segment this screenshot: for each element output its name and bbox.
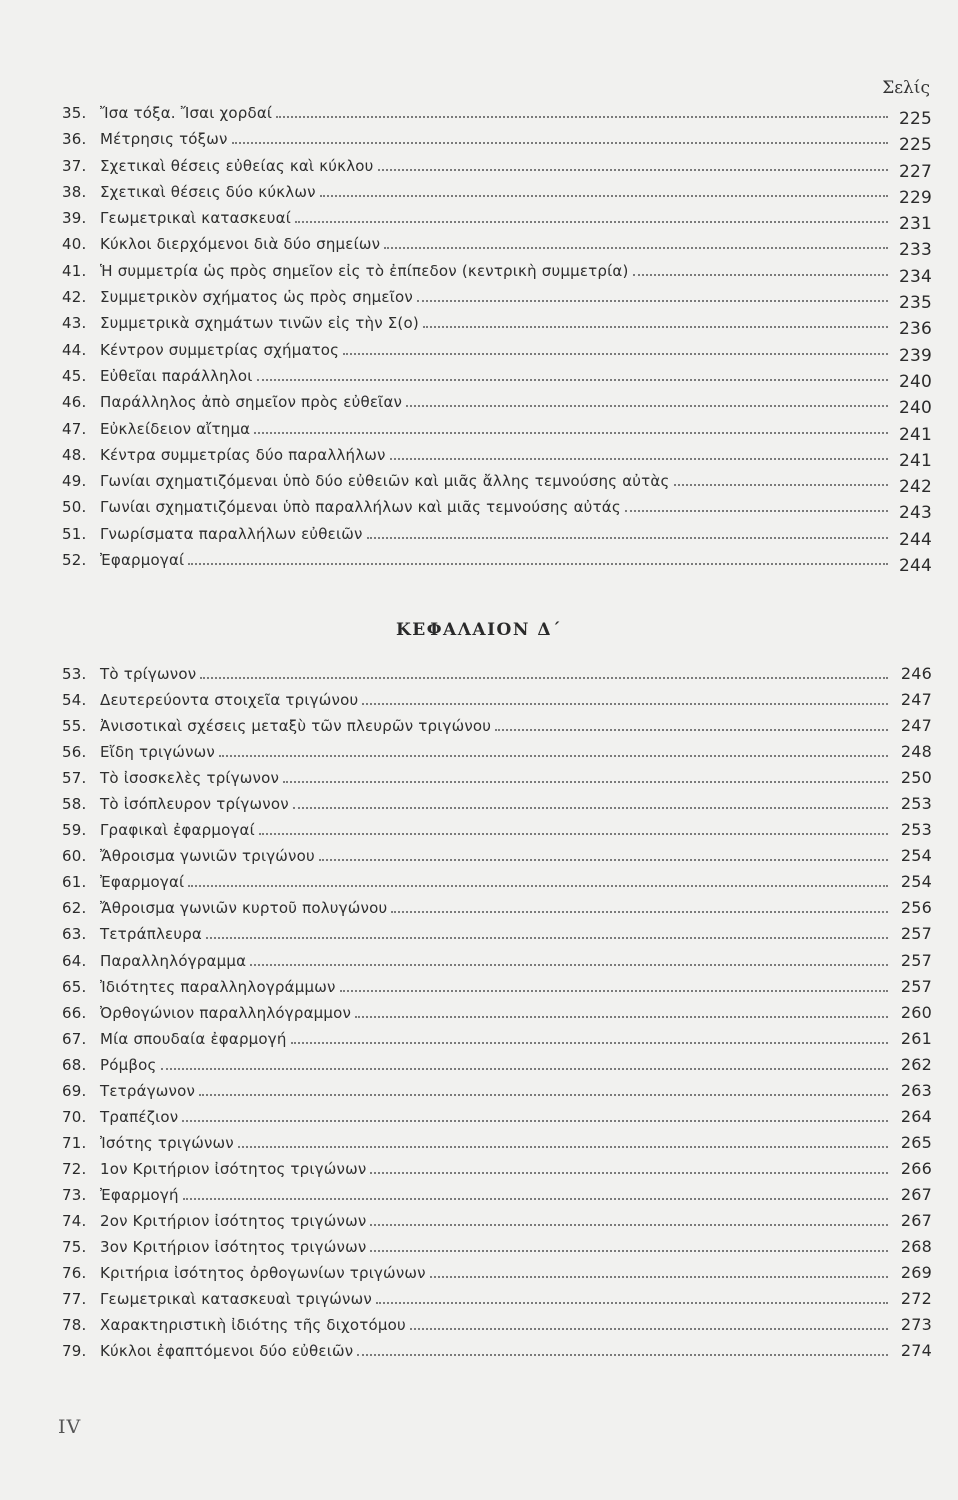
dot-leader [384, 247, 888, 249]
toc-entry [62, 1315, 932, 1341]
toc-entry-title: Ρόμβος [100, 1055, 157, 1074]
toc-entry-title: Γνωρίσματα παραλλήλων εὐθειῶν [100, 524, 363, 543]
toc-entry-page: 265 [900, 1132, 932, 1152]
toc-entry-number: 60. [62, 847, 87, 866]
toc-entry-title: Μία σπουδαία ἐφαρμογή [100, 1029, 287, 1048]
dot-leader [232, 142, 888, 144]
toc-entry-number: 37. [62, 156, 87, 175]
toc-entry-page: 253 [900, 794, 932, 814]
dot-leader [250, 964, 888, 966]
toc-entry [62, 340, 932, 366]
toc-entry-number: 45. [62, 366, 87, 385]
toc-entry-title: 3ον Κριτήριον ἰσότητος τριγώνων [100, 1238, 367, 1257]
toc-entry-number: 71. [62, 1133, 87, 1152]
toc-entry-page: 264 [900, 1106, 932, 1126]
dot-leader [417, 300, 888, 302]
toc-entry-title: Συμμετρικὰ σχημάτων τινῶν εἰς τὴν Σ(ο) [100, 314, 419, 333]
toc-entry-title: Χαρακτηριστικὴ ἰδιότης τῆς διχοτόμου [100, 1316, 406, 1335]
toc-entry [62, 690, 932, 716]
toc-entry-title: Εὐκλείδειον αἴτημα [100, 419, 251, 438]
toc-entry-title: Γωνίαι σχηματιζόμεναι ὑπὸ παραλλήλων καὶ μιᾶς τεμνούσης αὐτάς [100, 498, 621, 517]
dot-leader [633, 274, 888, 276]
toc-entry-title: Ἡ συμμετρία ὡς πρὸς σημεῖον εἰς τὸ ἐπίπεδον (κεντρικὴ συμμετρία) [100, 261, 629, 280]
toc-entry-number: 75. [62, 1238, 87, 1257]
toc-entry-title: Ἄθροισμα γωνιῶν κυρτοῦ πολυγώνου [100, 899, 388, 918]
toc-entry [62, 524, 932, 550]
toc-entry-page: 257 [900, 950, 932, 970]
toc-entry-title: Σχετικαὶ θέσεις δύο κύκλων [100, 182, 316, 201]
toc-entry [62, 261, 932, 287]
toc-entry-title: Ἀνισοτικαὶ σχέσεις μεταξὺ τῶν πλευρῶν τριγώνου [100, 717, 492, 736]
toc-entry-number: 47. [62, 419, 87, 438]
toc-entry-title: Παραλληλόγραμμα [100, 951, 247, 970]
toc-entry-number: 69. [62, 1081, 87, 1100]
dot-leader [406, 405, 888, 407]
toc-entry [62, 1055, 932, 1081]
toc-entry-title: Γεωμετρικαὶ κατασκευαί [100, 209, 292, 228]
toc-entry-number: 77. [62, 1290, 87, 1309]
dot-leader [370, 1250, 888, 1252]
toc-entry-number: 61. [62, 873, 87, 892]
dot-leader [362, 703, 888, 705]
dot-leader [283, 781, 888, 783]
toc-entry-title: 2ον Κριτήριον ἰσότητος τριγώνων [100, 1211, 367, 1230]
dot-leader [254, 432, 888, 434]
toc-entry-page: 268 [900, 1237, 932, 1257]
toc-entry-page: 244 [898, 529, 932, 550]
toc-entry [62, 768, 932, 794]
toc-entry-page: 250 [900, 768, 932, 788]
toc-entry-page: 267 [900, 1184, 932, 1204]
toc-entry [62, 287, 932, 313]
dot-leader [355, 1016, 888, 1018]
toc-entry-title: Εἴδη τριγώνων [100, 743, 215, 762]
toc-entry-page: 257 [900, 924, 932, 944]
dot-leader [390, 458, 888, 460]
toc-entry-title: Τὸ ἰσοσκελὲς τρίγωνον [100, 769, 280, 788]
toc-entry-number: 78. [62, 1316, 87, 1335]
toc-entry-page: 225 [898, 135, 932, 156]
toc-entry-number: 62. [62, 899, 87, 918]
toc-entry [62, 1133, 932, 1159]
toc-entry-number: 76. [62, 1264, 87, 1283]
toc-entry-title: Ὀρθογώνιον παραλληλόγραμμον [100, 1003, 352, 1022]
toc-entry-number: 65. [62, 977, 87, 996]
toc-entry-number: 42. [62, 288, 87, 307]
toc-entry-page: 239 [898, 345, 932, 366]
toc-entry-number: 43. [62, 314, 87, 333]
toc-entry [62, 129, 932, 155]
toc-entry-number: 68. [62, 1055, 87, 1074]
toc-entry-title: Κριτήρια ἰσότητος ὀρθογωνίων τριγώνων [100, 1264, 426, 1283]
toc-entry-page: 253 [900, 820, 932, 840]
toc-entry-page: 242 [898, 477, 932, 498]
toc-entry [62, 392, 932, 418]
toc-entry-page: 240 [898, 371, 932, 392]
dot-leader [257, 379, 888, 381]
toc-entry-page: 254 [900, 846, 932, 866]
page-number-footer: IV [58, 1416, 82, 1438]
toc-entry-page: 227 [898, 161, 932, 182]
toc-entry-page: 262 [900, 1054, 932, 1074]
dot-leader [378, 169, 888, 171]
toc-entry-title: Τὸ τρίγωνον [100, 665, 197, 683]
dot-leader [219, 755, 888, 757]
toc-entry [62, 1237, 932, 1263]
toc-entry-page: 260 [900, 1002, 932, 1022]
toc-entry-number: 59. [62, 821, 87, 840]
toc-entry-title: Τραπέζιον [100, 1107, 179, 1126]
toc-entry [62, 924, 932, 950]
toc-entry-title: Ἄθροισμα γωνιῶν τριγώνου [100, 847, 315, 866]
toc-entry-title: Γραφικαὶ ἐφαρμογαί [100, 821, 255, 840]
toc-entry [62, 1263, 932, 1289]
toc-entry [62, 550, 932, 576]
dot-leader [259, 833, 888, 835]
dot-leader [370, 1224, 888, 1226]
toc-entry-number: 54. [62, 691, 87, 710]
dot-leader [188, 563, 888, 565]
toc-entry-number: 56. [62, 743, 87, 762]
dot-leader [291, 1042, 888, 1044]
dot-leader [340, 990, 888, 992]
toc-entry-number: 38. [62, 182, 87, 201]
toc-entry-number: 48. [62, 445, 87, 464]
dot-leader [430, 1276, 888, 1278]
toc-entry [62, 471, 932, 497]
toc-entry-page: 273 [900, 1315, 932, 1335]
dot-leader [495, 729, 888, 731]
toc-entry-page: 236 [898, 319, 932, 340]
toc-entry-title: Κύκλοι ἐφαπτόμενοι δύο εὐθειῶν [100, 1342, 354, 1361]
toc-entry [62, 182, 932, 208]
toc-entry-page: 231 [898, 214, 932, 235]
toc-entry-title: 1ον Κριτήριον ἰσότητος τριγώνων [100, 1159, 367, 1178]
dot-leader [295, 221, 888, 223]
toc-entry [62, 1211, 932, 1237]
toc-entry-title: Γωνίαι σχηματιζόμεναι ὑπὸ δύο εὐθειῶν καὶ μιᾶς ἄλλης τεμνούσης αὐτὰς [100, 472, 670, 491]
toc-entry [62, 1341, 932, 1367]
toc-entry-number: 64. [62, 951, 87, 970]
toc-entry-number: 36. [62, 130, 87, 149]
dot-leader [182, 1120, 888, 1122]
toc-entry-page: 261 [900, 1028, 932, 1048]
toc-entry-title: Μέτρησις τόξων [100, 130, 228, 149]
dot-leader [410, 1328, 888, 1330]
toc-entry-title: Γεωμετρικαὶ κατασκευαὶ τριγώνων [100, 1290, 372, 1309]
toc-entry-number: 58. [62, 795, 87, 814]
toc-entry-number: 67. [62, 1029, 87, 1048]
toc-entry-page: 267 [900, 1210, 932, 1230]
dot-leader [188, 885, 888, 887]
toc-entry-title: Ἴσα τόξα. Ἴσαι χορδαί [100, 104, 273, 122]
toc-entry-number: 66. [62, 1003, 87, 1022]
toc-entry-page: 257 [900, 976, 932, 996]
toc-entry [62, 794, 932, 820]
toc-entry-title: Κέντρον συμμετρίας σχήματος [100, 340, 340, 359]
toc-entry [62, 872, 932, 898]
toc-entry [62, 1029, 932, 1055]
toc-entry-page: 241 [898, 424, 932, 445]
dot-leader [320, 195, 888, 197]
dot-leader [367, 537, 888, 539]
toc-entry-number: 40. [62, 235, 87, 254]
dot-leader [238, 1146, 888, 1148]
toc-entry [62, 716, 932, 742]
toc-entry [62, 497, 932, 523]
toc-entry-number: 72. [62, 1159, 87, 1178]
toc-entry-page: 269 [900, 1263, 932, 1283]
toc-entry-title: Παράλληλος ἀπὸ σημεῖον πρὸς εὐθεῖαν [100, 393, 403, 412]
toc-entry-page: 244 [898, 556, 932, 577]
dot-leader [370, 1172, 888, 1174]
toc-entry-number: 63. [62, 925, 87, 944]
dot-leader [343, 353, 888, 355]
toc-entry-number: 70. [62, 1107, 87, 1126]
toc-entry-title: Τετράπλευρα [100, 925, 203, 944]
toc-entry [62, 156, 932, 182]
toc-entry [62, 820, 932, 846]
toc-entry-page: 234 [898, 266, 932, 287]
toc-entry-number: 49. [62, 472, 87, 491]
toc-entry-title: Ἰδιότητες παραλληλογράμμων [100, 977, 336, 996]
toc-entry-title: Κέντρα συμμετρίας δύο παραλλήλων [100, 445, 386, 464]
toc-entry-page: 240 [898, 398, 932, 419]
dot-leader [357, 1354, 888, 1356]
dot-leader [319, 859, 888, 861]
toc-entry [62, 1081, 932, 1107]
dot-leader [161, 1068, 888, 1070]
toc-entry-number: 73. [62, 1185, 87, 1204]
toc-entry-title: Τετράγωνον [100, 1081, 196, 1100]
dot-leader [674, 484, 889, 486]
dot-leader [423, 326, 888, 328]
dot-leader [199, 1094, 888, 1096]
toc-entry-number: 46. [62, 393, 87, 412]
toc-entry [62, 445, 932, 471]
toc-entry [62, 419, 932, 445]
dot-leader [293, 807, 888, 809]
toc-entry-page: 243 [898, 503, 932, 524]
dot-leader [625, 510, 888, 512]
toc-entry-page: 233 [898, 240, 932, 261]
toc-entry-number: 74. [62, 1211, 87, 1230]
dot-leader [276, 116, 888, 118]
toc-entry-title: Ἐφαρμογαί [100, 551, 185, 570]
toc-entry-page: 263 [900, 1080, 932, 1100]
toc-entry-number: 79. [62, 1342, 87, 1361]
toc-entry-page: 229 [898, 187, 932, 208]
toc-entry-page: 247 [900, 716, 932, 736]
toc-entry-page: 225 [898, 109, 932, 129]
toc-entry [62, 234, 932, 260]
toc-list-section-b [62, 664, 932, 1367]
toc-entry [62, 208, 932, 234]
toc-entry [62, 977, 932, 1003]
toc-entry-page: 247 [900, 690, 932, 710]
toc-entry-title: Κύκλοι διερχόμενοι διὰ δύο σημείων [100, 235, 381, 254]
toc-entry-page: 241 [898, 450, 932, 471]
toc-entry [62, 313, 932, 339]
toc-entry-page: 254 [900, 872, 932, 892]
toc-entry [62, 898, 932, 924]
toc-entry-number: 57. [62, 769, 87, 788]
toc-entry-page: 248 [900, 742, 932, 762]
dot-leader [206, 937, 888, 939]
toc-entry [62, 1185, 932, 1211]
toc-entry-page: 266 [900, 1158, 932, 1178]
dot-leader [391, 911, 888, 913]
dot-leader [376, 1302, 888, 1304]
toc-entry-title: Ἰσότης τριγώνων [100, 1133, 234, 1152]
toc-entry [62, 366, 932, 392]
toc-entry-page: 272 [900, 1289, 932, 1309]
toc-entry-page: 235 [898, 293, 932, 314]
toc-entry [62, 103, 932, 129]
toc-entry-title: Συμμετρικὸν σχήματος ὡς πρὸς σημεῖον [100, 288, 413, 307]
toc-entry [62, 1289, 932, 1315]
toc-entry-page: 246 [900, 664, 932, 683]
toc-entry [62, 846, 932, 872]
toc-entry-number: 55. [62, 717, 87, 736]
toc-entry-title: Σχετικαὶ θέσεις εὐθείας καὶ κύκλου [100, 156, 374, 175]
toc-entry-number: 44. [62, 340, 87, 359]
toc-entry-number: 53. [62, 665, 87, 683]
toc-entry [62, 664, 932, 690]
toc-entry-title: Τὸ ἰσόπλευρον τρίγωνον [100, 795, 289, 814]
toc-entry-number: 50. [62, 498, 87, 517]
toc-entry-title: Ἐφαρμογή [100, 1185, 179, 1204]
toc-entry-number: 41. [62, 261, 87, 280]
toc-entry-title: Δευτερεύοντα στοιχεῖα τριγώνου [100, 691, 359, 710]
toc-entry [62, 742, 932, 768]
toc-entry-number: 39. [62, 209, 87, 228]
dot-leader [200, 677, 888, 679]
toc-entry [62, 951, 932, 977]
toc-entry [62, 1003, 932, 1029]
toc-entry [62, 1107, 932, 1133]
toc-entry-title: Ἐφαρμογαί [100, 873, 185, 892]
toc-entry-page: 274 [900, 1341, 932, 1361]
toc-entry [62, 1159, 932, 1185]
toc-entry-title: Εὐθεῖαι παράλληλοι [100, 366, 253, 385]
toc-entry-page: 256 [900, 898, 932, 918]
toc-entry-number: 35. [62, 104, 87, 122]
page-column-header: Σελίς [882, 78, 930, 98]
toc-entry-number: 51. [62, 524, 87, 543]
chapter-heading: ΚΕΦΑΛΑΙΟΝ Δ΄ [395, 620, 563, 640]
dot-leader [183, 1198, 888, 1200]
toc-entry-number: 52. [62, 551, 87, 570]
toc-list-section-a [62, 103, 932, 576]
